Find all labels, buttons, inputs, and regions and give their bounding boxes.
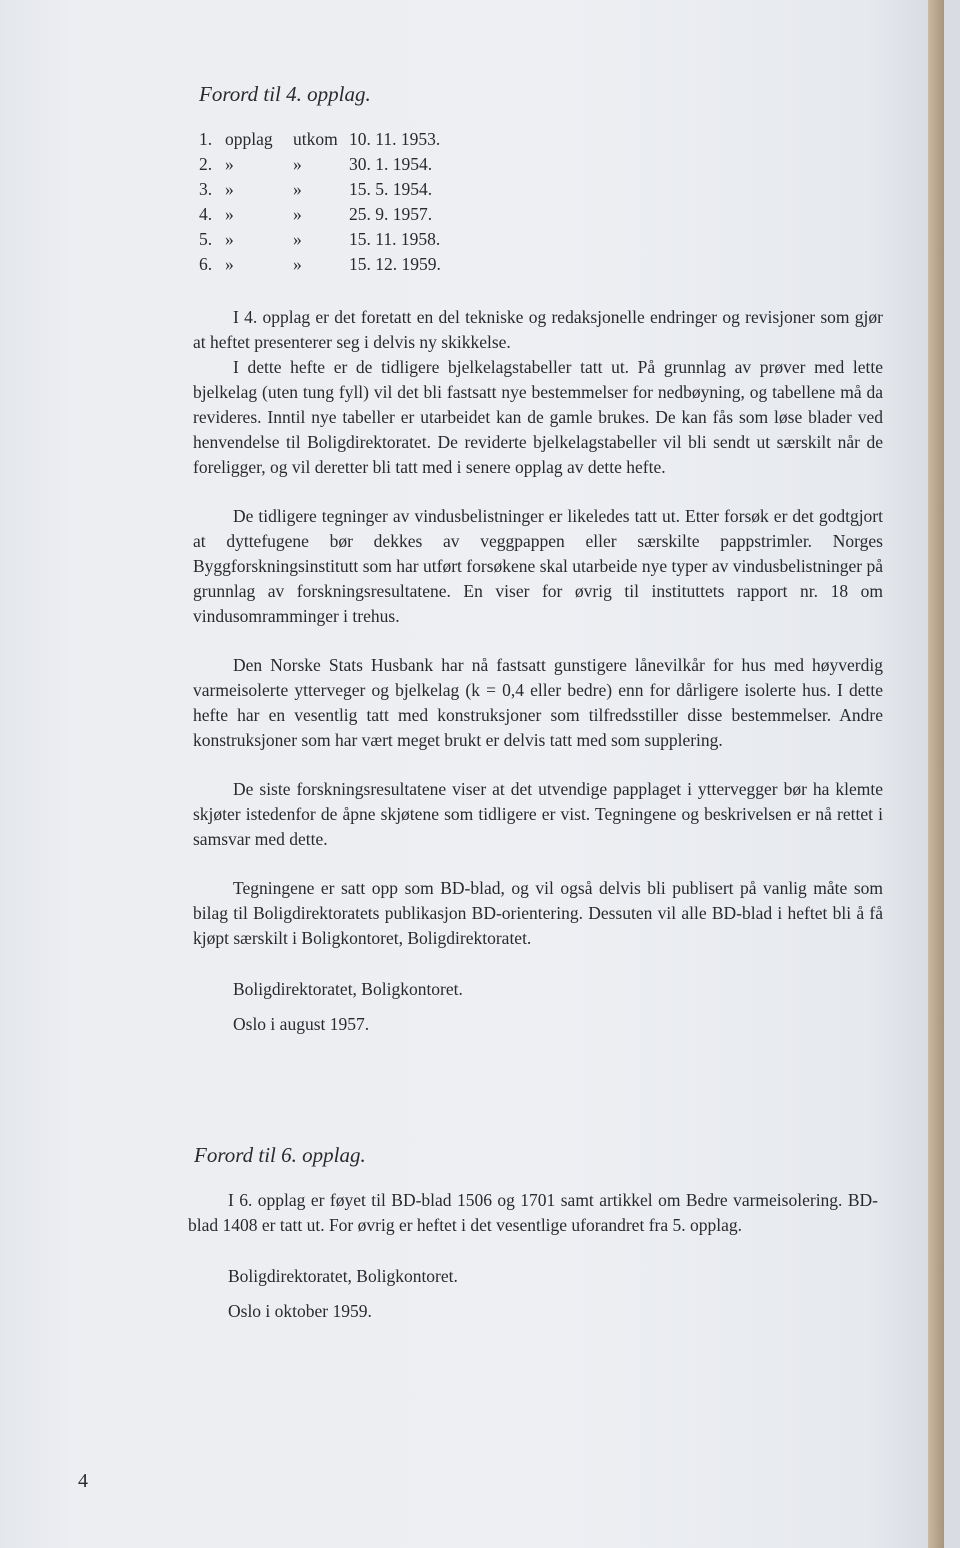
- printing-word: opplag: [225, 129, 273, 149]
- printing-word: utkom: [293, 129, 338, 149]
- printing-number: 3.: [199, 179, 213, 199]
- signature: Boligdirektoratet, Boligkontoret.: [233, 979, 463, 999]
- printing-date: 10. 11. 1953.: [349, 129, 441, 149]
- printing-row: [199, 127, 883, 152]
- printing-word: »: [293, 254, 302, 274]
- printing-word: »: [225, 179, 234, 199]
- paragraph: Tegningene er satt opp som BD-blad, og vil også delvis bli publisert på vanlig måte som bilag til Boligdirektoratets publikasjon BD-orientering. Dessuten vil alle BD-blad i heftet bli å få kjøpt særskilt i Boligkontoret, Boligdirektoratet.: [193, 878, 883, 948]
- paragraph: I dette hefte er de tidligere bjelkelagstabeller tatt ut. På grunnlag av prøver med lette bjelkelag (uten tung fyll) vil det bli fastsatt nye bestemmelser for nedbøyning, og tabellene må da revideres. Inntil nye tabeller er utarbeidet kan de gamle brukes. De kan fås som løse blader ved henvendelse til Boligdirektoratet. De reviderte bjelkelagstabeller vil bli sendt ut særskilt når de foreligger, og vil deretter bli tatt med i senere opplag av dette hefte.: [193, 357, 883, 477]
- paragraph: I 6. opplag er føyet til BD-blad 1506 og 1701 samt artikkel om Bedre varmeisolering. BD-blad 1408 er tatt ut. For øvrig er heftet i det vesentlige uforandret fra 5. opplag.: [188, 1190, 878, 1235]
- printing-row: [199, 152, 883, 177]
- place-date: Oslo i oktober 1959.: [228, 1301, 372, 1321]
- printing-date: 15. 5. 1954.: [349, 179, 433, 199]
- printings-list: [199, 127, 883, 277]
- signature: Boligdirektoratet, Boligkontoret.: [228, 1266, 458, 1286]
- section-foreword-4: [193, 82, 883, 1037]
- paragraph: De tidligere tegninger av vindusbelistninger er likeledes tatt ut. Etter forsøk er det godtgjort at dyttefugene bør dekkes av veggpappen eller særskilte pappstrimler. Norges Byggforskningsinstitutt som har utført forsøkene skal utarbeide nye typer av vindusbelistninger på grunnlag av forskningsresultatene. En viser for øvrig til instituttets rapport nr. 18 om vindusomramminger i trehus.: [193, 506, 883, 626]
- printing-row: [199, 202, 883, 227]
- printing-row: [199, 177, 883, 202]
- printing-row: [199, 252, 883, 277]
- paragraph: I 4. opplag er det foretatt en del tekniske og redaksjonelle endringer og revisjoner som gjør at heftet presenterer seg i delvis ny skikkelse.: [193, 307, 883, 352]
- printing-word: »: [225, 229, 234, 249]
- printing-number: 6.: [199, 254, 213, 274]
- section-foreword-6: [188, 1143, 878, 1324]
- printing-number: 5.: [199, 229, 213, 249]
- printing-word: »: [293, 204, 302, 224]
- page-number: 4: [78, 1470, 88, 1492]
- paragraph: Den Norske Stats Husbank har nå fastsatt gunstigere lånevilkår for hus med høyverdig varmeisolerte ytterveger og bjelkelag (k = 0,4 eller bedre) enn for dårligere isolerte hus. I dette hefte har en vesentlig tatt med konstruksjoner som tilfredsstiller disse bestemmelser. Andre konstruksjoner som har vært meget brukt er delvis tatt med som supplering.: [193, 655, 883, 750]
- printing-word: »: [293, 154, 302, 174]
- printing-number: 4.: [199, 204, 213, 224]
- section-heading: Forord til 6. opplag.: [194, 1143, 366, 1167]
- section-heading: Forord til 4. opplag.: [199, 82, 371, 106]
- place-date: Oslo i august 1957.: [233, 1014, 370, 1034]
- printing-word: »: [293, 229, 302, 249]
- printing-word: »: [225, 154, 234, 174]
- printing-date: 15. 12. 1959.: [349, 254, 441, 274]
- printing-number: 1.: [199, 129, 213, 149]
- paragraph: De siste forskningsresultatene viser at det utvendige papplaget i yttervegger bør ha klemte skjøter istedenfor de åpne skjøtene som tidligere er vist. Tegningene og beskrivelsen er nå rettet i samsvar med dette.: [193, 779, 883, 849]
- printing-date: 15. 11. 1958.: [349, 229, 441, 249]
- page-edge: [928, 0, 944, 1548]
- printing-date: 25. 9. 1957.: [349, 204, 433, 224]
- printing-row: [199, 227, 883, 252]
- printing-word: »: [225, 254, 234, 274]
- printing-number: 2.: [199, 154, 213, 174]
- printing-word: »: [293, 179, 302, 199]
- printing-word: »: [225, 204, 234, 224]
- printing-date: 30. 1. 1954.: [349, 154, 433, 174]
